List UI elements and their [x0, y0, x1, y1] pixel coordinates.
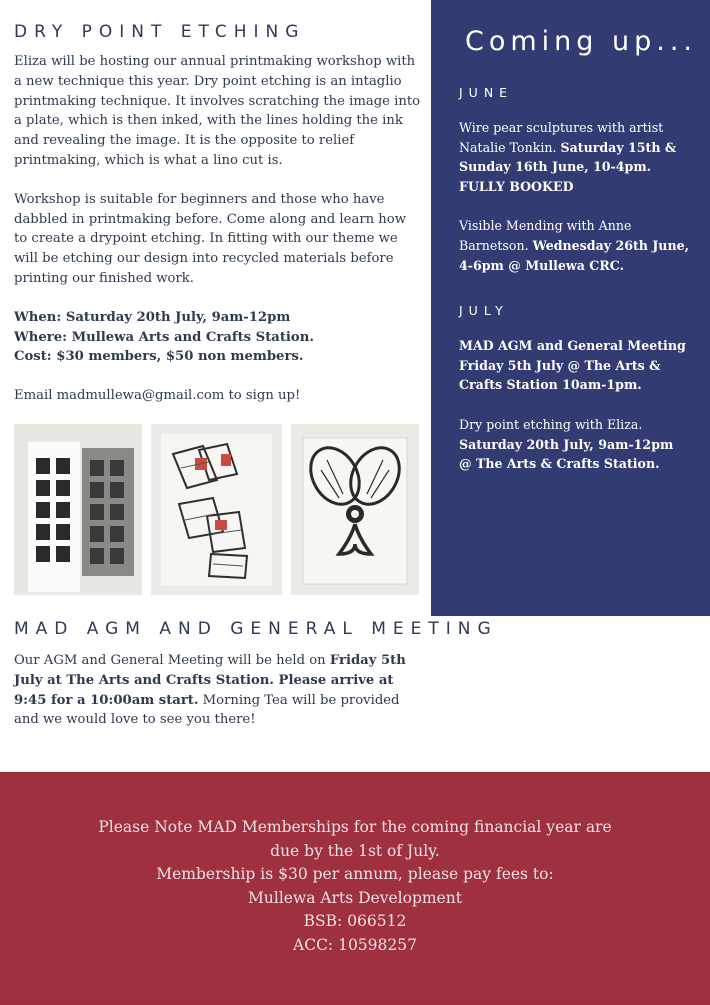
- workshop-where: Where: Mullewa Arts and Crafts Station.: [14, 329, 314, 345]
- event-visible-mending: [459, 216, 689, 275]
- event-agm: MAD AGM and General Meeting Friday 5th July @ The Arts & Crafts Station 10am-1pm.: [459, 338, 686, 393]
- event-dry-point-dates: Saturday 20th July, 9am-12pm @ The Arts & Crafts Station.: [459, 436, 674, 472]
- footer-line-4: Mullewa Arts Development: [248, 888, 462, 907]
- june-label: JUNE: [459, 85, 514, 100]
- july-label: JULY: [459, 303, 509, 319]
- etching-heading: DRY POINT ETCHING: [14, 22, 306, 42]
- photo-figure-etching: [291, 424, 419, 595]
- footer-line-3: Membership is $30 per annum, please pay fees to:: [156, 865, 554, 883]
- workshop-description: Workshop is suitable for beginners and those who have dabbled in printmaking before. Come along and learn how to create a drypoint etching. In fitting with our theme we will be etching our design into recycled materials before printing our finished work.: [14, 191, 407, 286]
- etching-description: Eliza will be hosting our annual printmaking workshop with a new technique this year. Dry point etching is an intaglio printmaking technique. It involves scratching the image into a plate, which is then inked, with the lines holding the ink and revealing the image. It is the opposite to relief printmaking, which is what a lino cut is.: [14, 54, 421, 168]
- event-visible-mending-text: Visible Mending with Anne Barnetson.: [459, 218, 632, 253]
- membership-footer: [0, 772, 710, 1005]
- etching-photos: [14, 424, 422, 595]
- agm-details: Friday 5th July at The Arts and Crafts Station. Please arrive at 9:45 for a 10:00am start.: [14, 652, 406, 708]
- event-dry-point-text: Dry point etching with Eliza.: [459, 416, 643, 432]
- footer-acc: ACC: 10598257: [293, 935, 417, 954]
- event-visible-mending-dates: Wednesday 26th June, 4-6pm @ Mullewa CRC.: [459, 237, 689, 273]
- agm-description: [14, 651, 422, 730]
- event-wire-pear-dates: Saturday 15th & Sunday 16th June, 10-4pm. FULLY BOOKED: [459, 139, 677, 194]
- workshop-when: When: Saturday 20th July, 9am-12pm: [14, 309, 291, 325]
- agm-intro: Our AGM and General Meeting will be held on: [14, 652, 330, 668]
- agm-outro: Morning Tea will be provided and we would love to see you there!: [14, 692, 400, 728]
- coming-up-sidebar: [431, 0, 710, 616]
- photo-cards-etching: [151, 424, 282, 595]
- footer-line-1: Please Note MAD Memberships for the coming financial year are: [98, 818, 612, 836]
- event-wire-pear: [459, 118, 689, 196]
- signup-email: Email madmullewa@gmail.com to sign up!: [14, 388, 301, 404]
- photo-grid-etching: [14, 424, 142, 595]
- footer-line-2: due by the 1st of July.: [270, 841, 440, 860]
- event-dry-point: [459, 415, 689, 474]
- event-wire-pear-text: Wire pear sculptures with artist Natalie Tonkin.: [459, 120, 664, 155]
- workshop-cost: Cost: $30 members, $50 non members.: [14, 349, 304, 365]
- footer-bsb: BSB: 066512: [303, 912, 407, 930]
- coming-up-title: Coming up...: [465, 26, 698, 57]
- agm-heading: MAD AGM AND GENERAL MEETING: [14, 618, 498, 639]
